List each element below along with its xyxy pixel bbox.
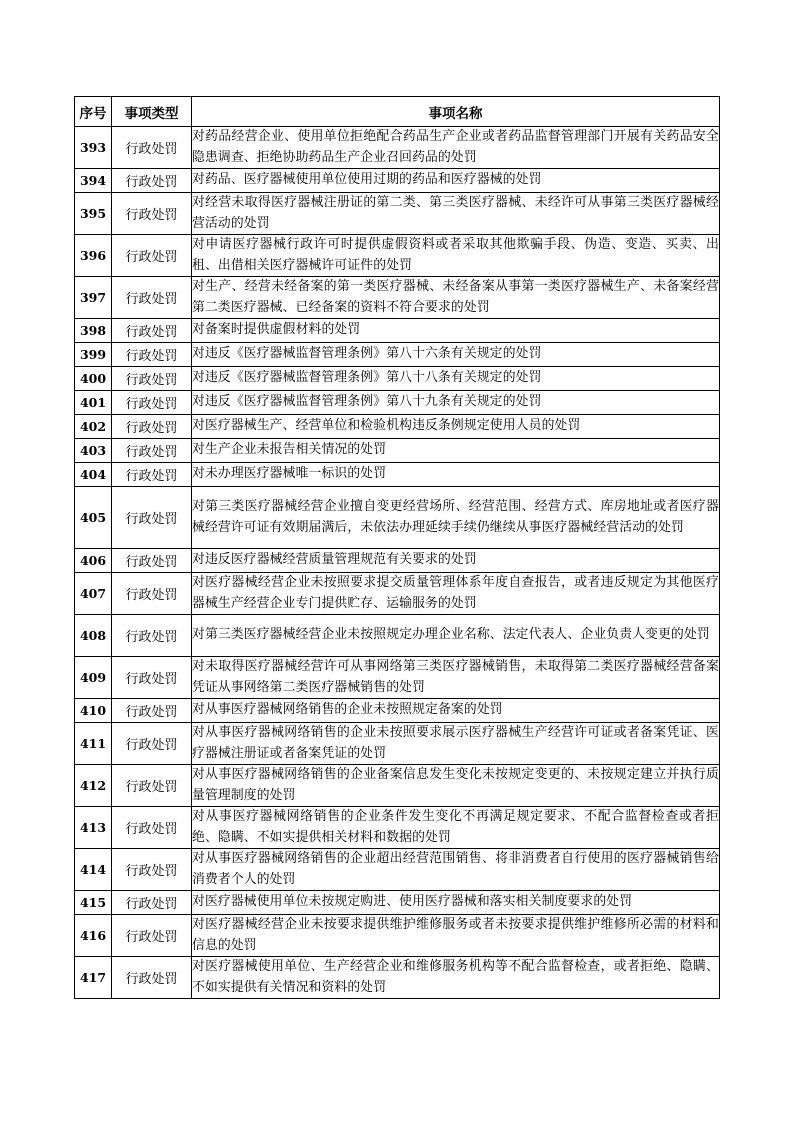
row-type: 行政处罚 <box>112 807 192 849</box>
row-seq: 399 <box>75 343 112 367</box>
row-type: 行政处罚 <box>112 849 192 891</box>
row-seq: 409 <box>75 657 112 699</box>
table-row <box>75 615 720 657</box>
row-seq: 406 <box>75 549 112 573</box>
row-type: 行政处罚 <box>112 891 192 915</box>
row-name: 对违反《医疗器械监督管理条例》第八十八条有关规定的处罚 <box>192 367 720 391</box>
row-type: 行政处罚 <box>112 319 192 343</box>
row-seq: 397 <box>75 277 112 319</box>
table-row <box>75 657 720 699</box>
row-seq: 414 <box>75 849 112 891</box>
row-seq: 398 <box>75 319 112 343</box>
table-row <box>75 415 720 439</box>
row-type: 行政处罚 <box>112 463 192 487</box>
row-type: 行政处罚 <box>112 723 192 765</box>
table-row <box>75 463 720 487</box>
row-name: 对药品经营企业、使用单位拒绝配合药品生产企业或者药品监督管理部门开展有关药品安全隐患调查、拒绝协助药品生产企业召回药品的处罚 <box>192 127 720 169</box>
table-row <box>75 915 720 957</box>
row-type: 行政处罚 <box>112 277 192 319</box>
row-name: 对医疗器械经营企业未按照要求提交质量管理体系年度自查报告，或者违反规定为其他医疗器械生产经营企业专门提供贮存、运输服务的处罚 <box>192 573 720 615</box>
table-row <box>75 235 720 277</box>
row-seq: 413 <box>75 807 112 849</box>
row-type: 行政处罚 <box>112 915 192 957</box>
row-seq: 405 <box>75 487 112 549</box>
table-row <box>75 849 720 891</box>
table-row <box>75 439 720 463</box>
row-seq: 411 <box>75 723 112 765</box>
table-row <box>75 169 720 193</box>
row-seq: 395 <box>75 193 112 235</box>
row-type: 行政处罚 <box>112 699 192 723</box>
row-type: 行政处罚 <box>112 957 192 999</box>
row-type: 行政处罚 <box>112 367 192 391</box>
row-name: 对从事医疗器械网络销售的企业未按照要求展示医疗器械生产经营许可证或者备案凭证、医疗器械注册证或者备案凭证的处罚 <box>192 723 720 765</box>
row-seq: 404 <box>75 463 112 487</box>
table-row <box>75 765 720 807</box>
items-table <box>74 96 720 999</box>
row-name: 对从事医疗器械网络销售的企业超出经营范围销售、将非消费者自行使用的医疗器械销售给消费者个人的处罚 <box>192 849 720 891</box>
row-seq: 407 <box>75 573 112 615</box>
table-row <box>75 549 720 573</box>
row-seq: 410 <box>75 699 112 723</box>
row-seq: 403 <box>75 439 112 463</box>
table-row <box>75 391 720 415</box>
row-name: 对生产、经营未经备案的第一类医疗器械、未经备案从事第一类医疗器械生产、未备案经营第二类医疗器械、已经备案的资料不符合要求的处罚 <box>192 277 720 319</box>
table-row <box>75 193 720 235</box>
row-seq: 417 <box>75 957 112 999</box>
row-name: 对违反《医疗器械监督管理条例》第八十六条有关规定的处罚 <box>192 343 720 367</box>
table-row <box>75 277 720 319</box>
row-name: 对从事医疗器械网络销售的企业未按照规定备案的处罚 <box>192 699 720 723</box>
row-name: 对违反医疗器械经营质量管理规范有关要求的处罚 <box>192 549 720 573</box>
row-type: 行政处罚 <box>112 487 192 549</box>
header-type: 事项类型 <box>112 97 192 127</box>
row-name: 对医疗器械使用单位、生产经营企业和维修服务机构等不配合监督检查，或者拒绝、隐瞒、不如实提供有关情况和资料的处罚 <box>192 957 720 999</box>
row-type: 行政处罚 <box>112 439 192 463</box>
header-seq: 序号 <box>75 97 112 127</box>
table-row <box>75 723 720 765</box>
row-seq: 416 <box>75 915 112 957</box>
row-name: 对从事医疗器械网络销售的企业备案信息发生变化未按规定变更的、未按规定建立并执行质量管理制度的处罚 <box>192 765 720 807</box>
row-type: 行政处罚 <box>112 391 192 415</box>
table-row <box>75 957 720 999</box>
table-row <box>75 573 720 615</box>
row-type: 行政处罚 <box>112 235 192 277</box>
table-row <box>75 127 720 169</box>
row-type: 行政处罚 <box>112 343 192 367</box>
row-type: 行政处罚 <box>112 573 192 615</box>
table-row <box>75 367 720 391</box>
row-name: 对违反《医疗器械监督管理条例》第八十九条有关规定的处罚 <box>192 391 720 415</box>
row-seq: 401 <box>75 391 112 415</box>
row-name: 对药品、医疗器械使用单位使用过期的药品和医疗器械的处罚 <box>192 169 720 193</box>
row-name: 对经营未取得医疗器械注册证的第二类、第三类医疗器械、未经许可从事第三类医疗器械经营活动的处罚 <box>192 193 720 235</box>
row-name: 对医疗器械生产、经营单位和检验机构违反条例规定使用人员的处罚 <box>192 415 720 439</box>
row-type: 行政处罚 <box>112 615 192 657</box>
row-seq: 400 <box>75 367 112 391</box>
row-seq: 396 <box>75 235 112 277</box>
header-name: 事项名称 <box>192 97 720 127</box>
row-type: 行政处罚 <box>112 657 192 699</box>
row-seq: 415 <box>75 891 112 915</box>
table-row <box>75 319 720 343</box>
row-seq: 394 <box>75 169 112 193</box>
table-row <box>75 891 720 915</box>
row-type: 行政处罚 <box>112 765 192 807</box>
row-seq: 402 <box>75 415 112 439</box>
row-name: 对备案时提供虚假材料的处罚 <box>192 319 720 343</box>
row-name: 对第三类医疗器械经营企业擅自变更经营场所、经营范围、经营方式、库房地址或者医疗器械经营许可证有效期届满后，未依法办理延续手续仍继续从事医疗器械经营活动的处罚 <box>192 487 720 549</box>
row-name: 对生产企业未报告相关情况的处罚 <box>192 439 720 463</box>
row-name: 对申请医疗器械行政许可时提供虚假资料或者采取其他欺骗手段、伪造、变造、买卖、出租、出借相关医疗器械许可证件的处罚 <box>192 235 720 277</box>
row-seq: 408 <box>75 615 112 657</box>
row-name: 对医疗器械经营企业未按要求提供维护维修服务或者未按要求提供维护维修所必需的材料和信息的处罚 <box>192 915 720 957</box>
table-row <box>75 807 720 849</box>
row-type: 行政处罚 <box>112 169 192 193</box>
row-name: 对未取得医疗器械经营许可从事网络第三类医疗器械销售，未取得第二类医疗器械经营备案凭证从事网络第二类医疗器械销售的处罚 <box>192 657 720 699</box>
table-header-row <box>75 97 720 127</box>
row-name: 对医疗器械使用单位未按规定购进、使用医疗器械和落实相关制度要求的处罚 <box>192 891 720 915</box>
table-row <box>75 487 720 549</box>
row-seq: 393 <box>75 127 112 169</box>
row-name: 对未办理医疗器械唯一标识的处罚 <box>192 463 720 487</box>
table-row <box>75 699 720 723</box>
row-type: 行政处罚 <box>112 549 192 573</box>
row-type: 行政处罚 <box>112 415 192 439</box>
row-name: 对从事医疗器械网络销售的企业条件发生变化不再满足规定要求、不配合监督检查或者拒绝、隐瞒、不如实提供相关材料和数据的处罚 <box>192 807 720 849</box>
row-seq: 412 <box>75 765 112 807</box>
row-type: 行政处罚 <box>112 193 192 235</box>
row-type: 行政处罚 <box>112 127 192 169</box>
table-row <box>75 343 720 367</box>
row-name: 对第三类医疗器械经营企业未按照规定办理企业名称、法定代表人、企业负责人变更的处罚 <box>192 615 720 657</box>
